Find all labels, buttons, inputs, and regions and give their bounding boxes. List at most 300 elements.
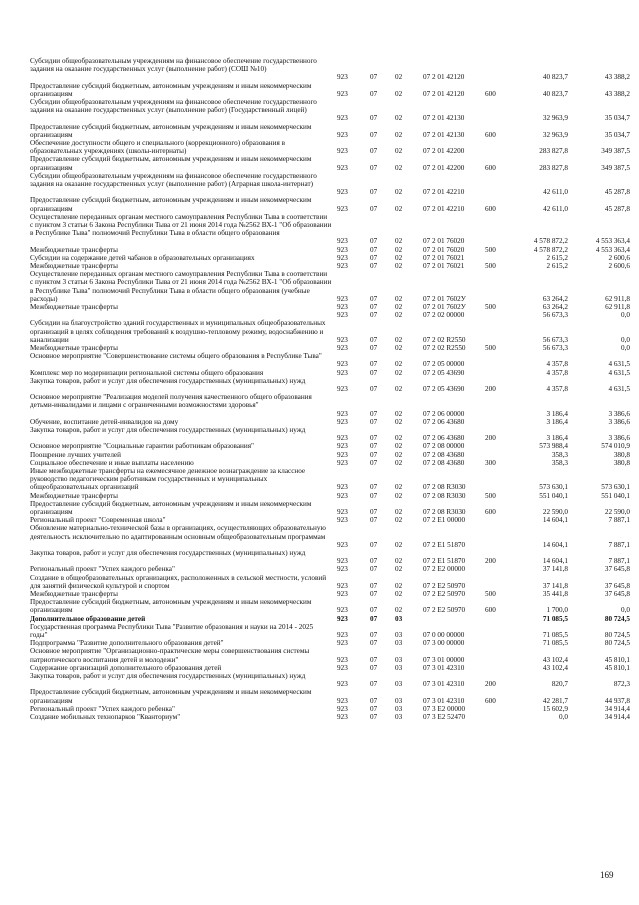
- row-subsection-code: 03: [395, 663, 403, 672]
- row-target-article: 07 2 E2 00000: [423, 565, 466, 574]
- row-target-article: 07 2 01 76020: [423, 245, 465, 254]
- row-target-article: 07 2 01 42130: [423, 114, 465, 123]
- row-ministry-code: 923: [337, 704, 348, 713]
- row-expense-type: 200: [485, 384, 496, 393]
- row-ministry-code: 923: [337, 114, 348, 123]
- row-section-code: 07: [370, 565, 378, 574]
- row-ministry-code: 923: [337, 450, 348, 459]
- row-subsection-code: 02: [395, 507, 403, 516]
- table-row: [0, 172, 639, 197]
- table-row: [0, 311, 639, 319]
- table-row: [0, 549, 639, 565]
- row-ministry-code: 923: [337, 606, 348, 615]
- table-row: [0, 459, 639, 467]
- row-target-article: 07 2 08 R3030: [423, 491, 466, 500]
- row-description: Межбюджетные трансферты: [30, 491, 118, 500]
- row-expense-type: 600: [485, 507, 496, 516]
- row-subsection-code: 02: [395, 606, 403, 615]
- row-description: Предоставление субсидий бюджетным, автономным учреждениям и иным некоммерческим организациям: [30, 598, 312, 615]
- table-row: [0, 574, 639, 590]
- row-description: Предоставление субсидий бюджетным, автономным учреждениям и иным некоммерческим организациям: [30, 196, 312, 213]
- row-section-code: 07: [370, 483, 378, 492]
- row-subsection-code: 02: [395, 335, 403, 344]
- row-ministry-code: 923: [337, 360, 348, 369]
- row-subsection-code: 02: [395, 130, 403, 139]
- row-target-article: 07 3 E2 00000: [423, 704, 466, 713]
- row-subsection-code: 02: [395, 540, 403, 549]
- row-expense-type: 600: [485, 130, 496, 139]
- row-section-code: 07: [370, 713, 378, 721]
- row-ministry-code: 923: [337, 557, 348, 566]
- row-sum-year-1: 14 604,1: [542, 516, 568, 525]
- row-sum-year-1: 71 085,5: [542, 639, 568, 648]
- row-section-code: 07: [370, 147, 378, 156]
- row-description: Региональный проект "Успех каждого ребенка": [30, 704, 175, 713]
- row-ministry-code: 923: [337, 590, 348, 598]
- row-section-code: 07: [370, 450, 378, 459]
- table-row: [0, 123, 639, 139]
- row-section-code: 07: [370, 262, 378, 270]
- row-subsection-code: 02: [395, 237, 403, 246]
- table-row: [0, 492, 639, 500]
- table-row: [0, 369, 639, 377]
- row-expense-type: 500: [485, 245, 496, 254]
- page-number: 169: [600, 870, 614, 880]
- row-expense-type: 600: [485, 204, 496, 213]
- row-sum-year-2: 35 034,7: [604, 114, 630, 123]
- table-row: [0, 270, 639, 303]
- row-description: Предоставление субсидий бюджетным, автономным учреждениям и иным некоммерческим организациям: [30, 155, 312, 172]
- row-sum-year-2: 62 911,8: [605, 303, 630, 311]
- row-description: Закупка товаров, работ и услуг для обеспечения государственных (муниципальных) нужд: [30, 376, 306, 385]
- row-target-article: 07 2 E2 50970: [423, 590, 466, 598]
- row-sum-year-1: 71 085,5: [542, 630, 568, 639]
- table-row: [0, 262, 639, 270]
- row-section-code: 07: [370, 458, 378, 467]
- row-sum-year-2: 35 034,7: [604, 130, 630, 139]
- row-subsection-code: 02: [395, 483, 403, 492]
- row-ministry-code: 923: [337, 491, 348, 500]
- row-description: Комплекс мер по модернизации региональной системы общего образования: [30, 368, 264, 377]
- row-sum-year-1: 71 085,5: [542, 614, 568, 623]
- row-section-code: 07: [370, 614, 378, 623]
- row-sum-year-2: 380,8: [613, 450, 630, 459]
- row-sum-year-1: 42 611,0: [543, 188, 568, 197]
- row-sum-year-2: 34 914,4: [604, 704, 630, 713]
- row-ministry-code: 923: [337, 188, 348, 197]
- row-ministry-code: 923: [337, 696, 348, 705]
- row-ministry-code: 923: [337, 540, 348, 549]
- row-subsection-code: 02: [395, 450, 403, 459]
- row-subsection-code: 02: [395, 311, 403, 320]
- row-sum-year-2: 349 387,5: [601, 163, 630, 172]
- row-ministry-code: 923: [337, 335, 348, 344]
- row-sum-year-2: 4 631,5: [608, 360, 630, 369]
- row-sum-year-2: 37 645,8: [604, 565, 630, 574]
- row-sum-year-1: 4 578 872,2: [533, 245, 568, 254]
- table-row: [0, 139, 639, 155]
- row-ministry-code: 923: [337, 204, 348, 213]
- row-section-code: 07: [370, 344, 378, 352]
- row-sum-year-2: 551 040,1: [601, 491, 630, 500]
- row-expense-type: 600: [485, 606, 496, 615]
- row-target-article: 07 2 01 42130: [423, 130, 465, 139]
- row-subsection-code: 02: [395, 73, 403, 82]
- row-subsection-code: 02: [395, 89, 403, 98]
- table-row: [0, 82, 639, 98]
- row-sum-year-1: 63 264,2: [542, 303, 568, 311]
- row-ministry-code: 923: [337, 713, 348, 721]
- row-section-code: 07: [370, 114, 378, 123]
- row-target-article: 07 2 E2 50970: [423, 581, 466, 590]
- table-row: [0, 590, 639, 598]
- row-section-code: 07: [370, 630, 378, 639]
- row-sum-year-1: 4 578 872,2: [533, 237, 568, 246]
- row-section-code: 07: [370, 311, 378, 320]
- row-ministry-code: 923: [337, 344, 348, 352]
- row-description: Иные межбюджетные трансферты на ежемесячное денежное вознаграждение за классное руководство педагогическим работникам государственных и муниципальных общеобразовательных организаций: [30, 467, 306, 492]
- row-subsection-code: 03: [395, 655, 403, 664]
- row-sum-year-1: 22 590,0: [542, 507, 568, 516]
- table-row: [0, 426, 639, 442]
- row-sum-year-2: 80 724,5: [604, 639, 630, 648]
- row-target-article: 07 2 01 42120: [423, 73, 465, 82]
- row-sum-year-1: 40 823,7: [542, 89, 568, 98]
- table-row: [0, 688, 639, 704]
- row-description: Поощрение лучших учителей: [30, 450, 121, 459]
- row-section-code: 07: [370, 237, 378, 246]
- row-ministry-code: 923: [337, 303, 348, 311]
- row-section-code: 07: [370, 253, 378, 262]
- row-ministry-code: 923: [337, 89, 348, 98]
- row-sum-year-1: 283 827,8: [539, 163, 568, 172]
- row-sum-year-1: 56 673,3: [542, 311, 568, 320]
- row-ministry-code: 923: [337, 639, 348, 648]
- row-section-code: 07: [370, 188, 378, 197]
- table-row: [0, 672, 639, 688]
- row-sum-year-2: 45 287,8: [604, 188, 630, 197]
- table-row: [0, 393, 639, 418]
- row-subsection-code: 02: [395, 442, 403, 451]
- row-expense-type: 500: [485, 303, 496, 311]
- row-description: Предоставление субсидий бюджетным, автономным учреждениям и иным некоммерческим организациям: [30, 499, 312, 516]
- row-target-article: 07 2 05 43690: [423, 384, 465, 393]
- row-ministry-code: 923: [337, 368, 348, 377]
- row-sum-year-1: 56 673,3: [542, 335, 568, 344]
- row-subsection-code: 02: [395, 253, 403, 262]
- row-subsection-code: 02: [395, 417, 403, 426]
- row-section-code: 07: [370, 442, 378, 451]
- row-sum-year-1: 358,3: [551, 458, 568, 467]
- row-description: Социальное обеспечение и иные выплаты населению: [30, 458, 194, 467]
- row-sum-year-2: 43 388,2: [604, 89, 630, 98]
- row-target-article: 07 2 01 42210: [423, 204, 465, 213]
- row-subsection-code: 03: [395, 680, 403, 689]
- row-sum-year-1: 14 604,1: [542, 540, 568, 549]
- row-expense-type: 200: [485, 680, 496, 689]
- row-subsection-code: 03: [395, 704, 403, 713]
- row-description: Межбюджетные трансферты: [30, 303, 118, 311]
- row-subsection-code: 03: [395, 713, 403, 721]
- row-target-article: 07 2 08 00000: [423, 442, 465, 451]
- row-section-code: 07: [370, 89, 378, 98]
- row-sum-year-1: 820,7: [551, 680, 568, 689]
- row-ministry-code: 923: [337, 130, 348, 139]
- row-description: Субсидии общеобразовательным учреждениям на финансовое обеспечение государственного задания на оказание государственных услуг (выполнение работ) (СОШ №10): [30, 57, 317, 74]
- row-sum-year-1: 0,0: [559, 713, 568, 721]
- row-subsection-code: 02: [395, 590, 403, 598]
- row-description: Предоставление субсидий бюджетным, автономным учреждениям и иным некоммерческим организациям: [30, 81, 312, 98]
- row-sum-year-1: 4 357,8: [546, 368, 568, 377]
- row-ministry-code: 923: [337, 147, 348, 156]
- row-description: Создание мобильных технопарков "Кванториум": [30, 713, 181, 721]
- row-sum-year-2: 4 553 363,4: [595, 237, 630, 246]
- table-row: [0, 639, 639, 647]
- row-sum-year-2: 37 645,8: [604, 581, 630, 590]
- row-target-article: 07 2 E2 50970: [423, 606, 466, 615]
- row-subsection-code: 03: [395, 639, 403, 648]
- row-section-code: 07: [370, 360, 378, 369]
- row-subsection-code: 02: [395, 294, 403, 303]
- row-section-code: 07: [370, 417, 378, 426]
- table-row: [0, 155, 639, 171]
- row-subsection-code: 02: [395, 516, 403, 525]
- row-target-article: 07 2 01 7602У: [423, 294, 466, 303]
- row-description: Осуществление переданных органам местного самоуправления Республики Тыва в соответствии с пунктом 3 статьи 6 Закона Республики Тыва от 21 июня 2014 года №2562 ВХ-1 "Об образовании в Республике Тыва" полномочий Республики Тыва в области общего образования (учебные расходы): [30, 270, 332, 303]
- row-subsection-code: 02: [395, 114, 403, 123]
- row-description: Подпрограмма "Развитие дополнительного образования детей": [30, 639, 224, 648]
- row-target-article: 07 3 E2 52470: [423, 713, 466, 721]
- table-row: [0, 500, 639, 516]
- table-row: [0, 705, 639, 713]
- row-sum-year-2: 872,3: [613, 680, 630, 689]
- row-target-article: 07 2 01 76021: [423, 253, 465, 262]
- row-section-code: 07: [370, 606, 378, 615]
- table-row: [0, 418, 639, 426]
- row-section-code: 07: [370, 663, 378, 672]
- row-target-article: 07 2 01 42200: [423, 147, 465, 156]
- row-sum-year-2: 349 387,5: [601, 147, 630, 156]
- row-ministry-code: 923: [337, 516, 348, 525]
- row-description: Межбюджетные трансферты: [30, 262, 118, 270]
- row-sum-year-1: 3 186,4: [546, 417, 568, 426]
- row-sum-year-1: 358,3: [551, 450, 568, 459]
- row-sum-year-1: 4 357,8: [546, 360, 568, 369]
- table-row: [0, 377, 639, 393]
- row-subsection-code: 02: [395, 368, 403, 377]
- row-sum-year-2: 2 600,6: [608, 253, 630, 262]
- row-section-code: 07: [370, 557, 378, 566]
- row-target-article: 07 2 01 76020: [423, 237, 465, 246]
- row-sum-year-2: 62 911,8: [605, 294, 630, 303]
- row-sum-year-2: 4 631,5: [608, 368, 630, 377]
- table-row: [0, 615, 639, 623]
- row-description: Предоставление субсидий бюджетным, автономным учреждениям и иным некоммерческим организациям: [30, 688, 312, 705]
- row-section-code: 07: [370, 590, 378, 598]
- row-section-code: 07: [370, 581, 378, 590]
- table-row: [0, 57, 639, 82]
- row-description: Региональный проект "Успех каждого ребенка": [30, 565, 175, 574]
- row-sum-year-1: 15 602,9: [542, 704, 568, 713]
- row-section-code: 07: [370, 680, 378, 689]
- row-sum-year-2: 22 590,0: [604, 507, 630, 516]
- row-sum-year-1: 35 441,8: [542, 590, 568, 598]
- row-section-code: 07: [370, 335, 378, 344]
- row-target-article: 07 2 01 42120: [423, 89, 465, 98]
- row-sum-year-1: 3 186,4: [546, 409, 568, 418]
- table-row: [0, 246, 639, 254]
- row-subsection-code: 02: [395, 344, 403, 352]
- row-section-code: 07: [370, 540, 378, 549]
- row-ministry-code: 923: [337, 237, 348, 246]
- row-description: Государственная программа Республики Тыва "Развитие образования и науки на 2014 - 2025 годы": [30, 622, 314, 639]
- row-sum-year-1: 42 281,7: [542, 696, 568, 705]
- row-section-code: 07: [370, 704, 378, 713]
- row-subsection-code: 03: [395, 630, 403, 639]
- row-target-article: 07 2 05 43690: [423, 368, 465, 377]
- row-expense-type: 600: [485, 163, 496, 172]
- row-subsection-code: 02: [395, 147, 403, 156]
- row-target-article: 07 2 06 43680: [423, 434, 465, 443]
- row-sum-year-1: 32 963,9: [542, 130, 568, 139]
- row-section-code: 07: [370, 384, 378, 393]
- row-sum-year-1: 37 141,8: [542, 581, 568, 590]
- table-row: [0, 196, 639, 212]
- row-description: Осуществление переданных органам местного самоуправления Республики Тыва в соответствии с пунктом 3 статьи 6 Закона Республики Тыва от 21 июня 2014 года №2562 ВХ-1 "Об образовании в Республике Тыва" полномочий Республики Тыва в области общего образования: [30, 212, 332, 238]
- row-expense-type: 500: [485, 262, 496, 270]
- row-ministry-code: 923: [337, 614, 348, 623]
- row-target-article: 07 2 08 R3030: [423, 507, 466, 516]
- row-ministry-code: 923: [337, 630, 348, 639]
- row-ministry-code: 923: [337, 655, 348, 664]
- row-subsection-code: 02: [395, 434, 403, 443]
- row-ministry-code: 923: [337, 384, 348, 393]
- row-sum-year-2: 573 630,1: [601, 483, 630, 492]
- row-ministry-code: 923: [337, 409, 348, 418]
- row-sum-year-1: 63 264,2: [542, 294, 568, 303]
- row-section-code: 07: [370, 434, 378, 443]
- row-section-code: 07: [370, 409, 378, 418]
- row-expense-type: 300: [485, 458, 496, 467]
- row-target-article: 07 3 01 42310: [423, 663, 465, 672]
- row-section-code: 07: [370, 368, 378, 377]
- row-description: Основное мероприятие "Социальные гарантии работникам образования": [30, 442, 254, 451]
- row-expense-type: 200: [485, 434, 496, 443]
- row-sum-year-1: 43 102,4: [542, 663, 568, 672]
- row-section-code: 07: [370, 639, 378, 648]
- row-sum-year-2: 3 386,6: [608, 417, 630, 426]
- row-ministry-code: 923: [337, 483, 348, 492]
- row-sum-year-2: 0,0: [621, 606, 630, 615]
- row-sum-year-2: 2 600,6: [608, 262, 630, 270]
- row-target-article: 07 2 06 43680: [423, 417, 465, 426]
- row-sum-year-1: 573 630,1: [539, 483, 568, 492]
- row-sum-year-2: 80 724,5: [604, 614, 630, 623]
- row-expense-type: 500: [485, 590, 496, 598]
- row-sum-year-2: 574 010,9: [601, 442, 630, 451]
- row-target-article: 07 2 E1 51870: [423, 540, 466, 549]
- row-section-code: 07: [370, 516, 378, 525]
- row-sum-year-2: 4 631,5: [608, 384, 630, 393]
- row-subsection-code: 02: [395, 384, 403, 393]
- row-ministry-code: 923: [337, 253, 348, 262]
- row-target-article: 07 2 02 00000: [423, 311, 465, 320]
- row-ministry-code: 923: [337, 73, 348, 82]
- row-ministry-code: 923: [337, 581, 348, 590]
- table-row: [0, 451, 639, 459]
- row-subsection-code: 02: [395, 557, 403, 566]
- row-description: Субсидии на благоустройство зданий государственных и муниципальных общеобразовательных организаций в целях соблюдения требований к воздушно-тепловому режиму, водоснабжению и канализации: [30, 319, 326, 344]
- row-target-article: 07 0 00 00000: [423, 630, 465, 639]
- row-ministry-code: 923: [337, 434, 348, 443]
- row-ministry-code: 923: [337, 245, 348, 254]
- row-target-article: 07 2 08 R3030: [423, 483, 466, 492]
- row-subsection-code: 03: [395, 696, 403, 705]
- table-row: [0, 319, 639, 344]
- row-sum-year-1: 32 963,9: [542, 114, 568, 123]
- row-expense-type: 200: [485, 557, 496, 566]
- row-section-code: 07: [370, 163, 378, 172]
- row-sum-year-2: 0,0: [621, 344, 630, 352]
- row-sum-year-1: 40 823,7: [542, 73, 568, 82]
- row-target-article: 07 3 01 42310: [423, 696, 465, 705]
- row-description: Межбюджетные трансферты: [30, 590, 118, 598]
- row-description: Основное мероприятие "Реализация моделей получения качественного общего образования детьми-инвалидами и лицами с ограниченными возможностями здоровья": [30, 393, 312, 410]
- table-row: [0, 647, 639, 663]
- table-row: [0, 565, 639, 573]
- row-description: Межбюджетные трансферты: [30, 245, 118, 254]
- table-row: [0, 516, 639, 524]
- row-sum-year-2: 4 553 363,4: [595, 245, 630, 254]
- table-row: [0, 303, 639, 311]
- row-section-code: 07: [370, 130, 378, 139]
- row-sum-year-2: 45 287,8: [604, 204, 630, 213]
- row-subsection-code: 02: [395, 245, 403, 254]
- row-description: Межбюджетные трансферты: [30, 344, 118, 352]
- row-target-article: 07 2 08 43680: [423, 458, 465, 467]
- row-description: Закупка товаров, работ и услуг для обеспечения государственных (муниципальных) нужд: [30, 672, 306, 680]
- row-description: Закупка товаров, работ и услуг для обеспечения государственных (муниципальных) нужд: [30, 549, 306, 557]
- row-description: Субсидии общеобразовательным учреждениям на финансовое обеспечение государственного задания на оказание государственных услуг (выполнение работ) (Государственный лицей): [30, 98, 317, 115]
- row-target-article: 07 2 01 42210: [423, 188, 465, 197]
- row-target-article: 07 2 01 76021: [423, 262, 465, 270]
- row-subsection-code: 02: [395, 188, 403, 197]
- row-subsection-code: 02: [395, 163, 403, 172]
- row-target-article: 07 2 02 R2550: [423, 344, 466, 352]
- row-ministry-code: 923: [337, 565, 348, 574]
- row-sum-year-2: 7 887,1: [608, 540, 630, 549]
- row-sum-year-2: 44 937,8: [604, 696, 630, 705]
- row-section-code: 07: [370, 491, 378, 500]
- row-subsection-code: 02: [395, 458, 403, 467]
- row-ministry-code: 923: [337, 417, 348, 426]
- row-subsection-code: 02: [395, 409, 403, 418]
- table-row: [0, 467, 639, 492]
- row-section-code: 07: [370, 73, 378, 82]
- row-sum-year-2: 34 914,4: [604, 713, 630, 721]
- row-sum-year-1: 2 615,2: [546, 262, 568, 270]
- row-sum-year-1: 551 040,1: [539, 491, 568, 500]
- row-sum-year-2: 7 887,1: [608, 557, 630, 566]
- row-subsection-code: 02: [395, 303, 403, 311]
- row-sum-year-1: 3 186,4: [546, 434, 568, 443]
- row-section-code: 07: [370, 507, 378, 516]
- row-section-code: 07: [370, 696, 378, 705]
- table-row: [0, 213, 639, 246]
- row-target-article: 07 2 06 00000: [423, 409, 465, 418]
- row-description: Обучение, воспитание детей-инвалидов на дому: [30, 417, 179, 426]
- row-sum-year-2: 45 810,1: [604, 663, 630, 672]
